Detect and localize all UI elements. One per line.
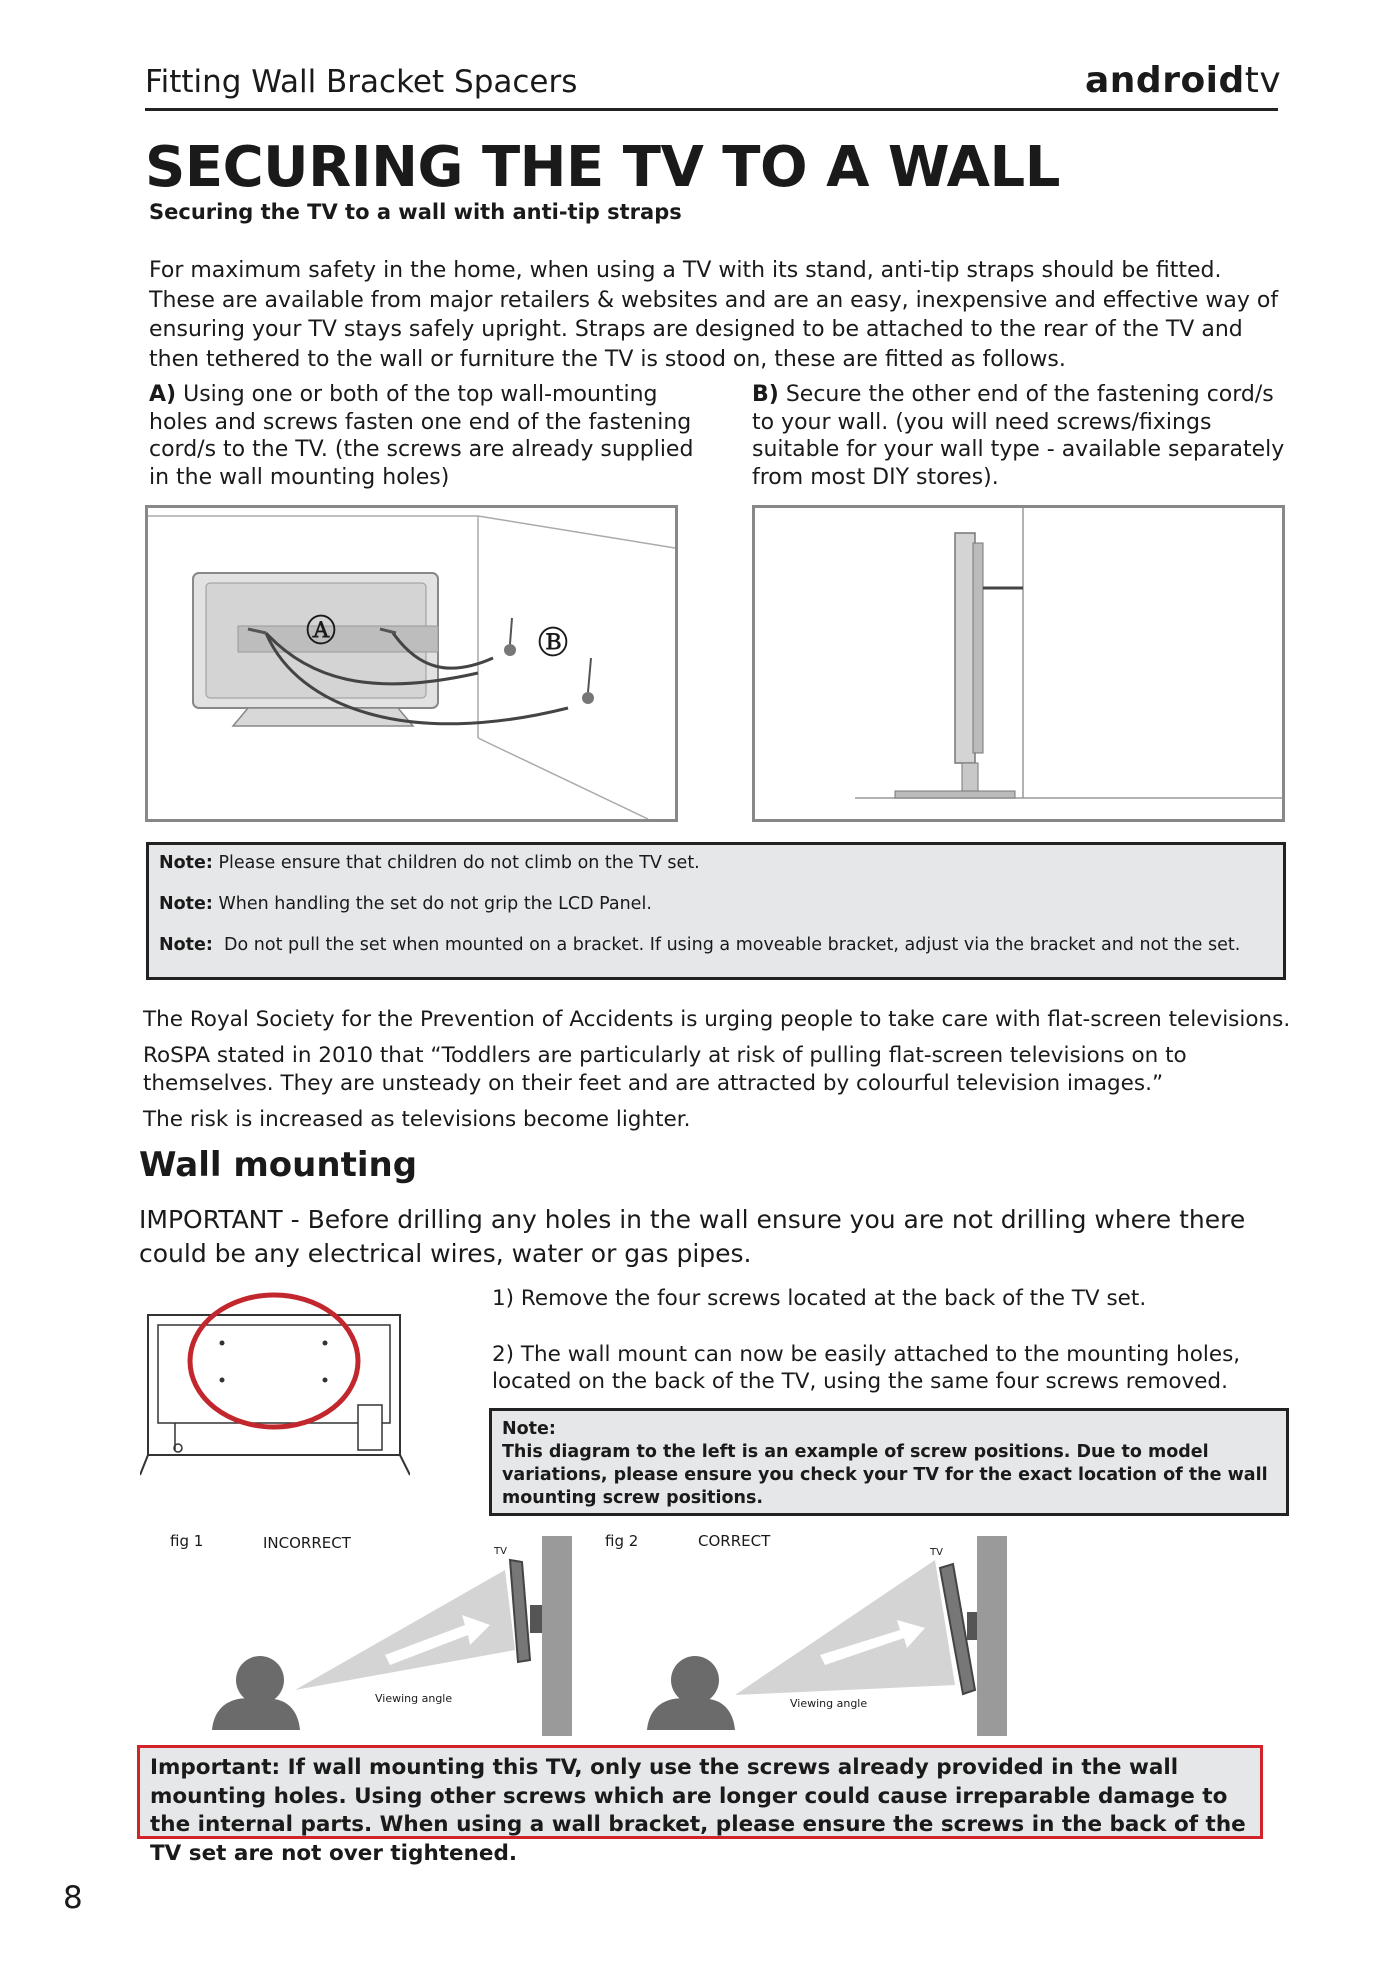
rospa-quote: RoSPA stated in 2010 that “Toddlers are particularly at risk of pulling flat-screen televisions on to themselves. They are unsteady on their feet and are attracted by colourful television images.” [143,1043,1187,1096]
logo-light-text: tv [1244,60,1282,101]
tv-side-view-illustration [755,508,1282,819]
note-label: Note: [159,853,213,873]
step-1-text: 1) Remove the four screws located at the back of the TV set. [492,1286,1147,1311]
note-text: Do not pull the set when mounted on a bracket. If using a moveable bracket, adjust via the bracket and not the set. [212,935,1241,955]
fig-2-viewing-angle: Viewing angle [790,1697,868,1710]
fig-1-tv-label: TV [494,1546,507,1557]
rospa-line-3: The risk is increased as televisions become lighter. [143,1107,691,1132]
step-b-label: B) [752,382,779,407]
note-label: Note: [159,935,213,955]
note-text: When handling the set do not grip the LCD Panel. [212,894,652,914]
note-label: Note: [502,1419,556,1439]
tv-rear-strap-illustration [148,508,675,819]
step-2-text: 2) The wall mount can now be easily attached to the mounting holes, located on the back of the TV, using the same four screws removed. [492,1342,1241,1394]
marker-a-label: Ⓐ [306,614,336,649]
wall-mounting-heading: Wall mounting [139,1145,418,1185]
incorrect-viewing-angle-diagram [200,1530,600,1740]
intro-paragraph: For maximum safety in the home, when using a TV with its stand, anti-tip straps should be fitted. These are available from major retailers & websites and are an easy, inexpensive and effective way of ensuring your TV stays safely upright. Straps are designed to be attached to the rear of the TV and then tethered to the wall or furniture the TV is stood on, these are fitted as follows. [149,258,1279,372]
android-tv-logo [1085,60,1281,101]
tv-side-view-figure [752,505,1285,822]
drilling-warning: IMPORTANT - Before drilling any holes in the wall ensure you are not drilling where there could be any electrical wires, water or gas pipes. [139,1205,1246,1268]
page-title: SECURING THE TV TO A WALL [145,135,1060,200]
fig-2-label: fig 2 [605,1532,639,1550]
step-a-body: Using one or both of the top wall-mounting holes and screws fasten one end of the fastening cord/s to the TV. (the screws are already supplied in the wall mounting holes) [149,382,694,490]
note-text: This diagram to the left is an example of screw positions. Due to model variations, please ensure you check your TV for the exact location of the wall mounting screw positions. [502,1442,1268,1508]
note-lcd-panel [159,894,1273,914]
fig-1-caption: INCORRECT [263,1534,351,1552]
rospa-line-1: The Royal Society for the Prevention of Accidents is urging people to take care with flat-screen televisions. [143,1007,1291,1032]
step-b-body: Secure the other end of the fastening cord/s to your wall. (you will need screws/fixings suitable for your wall type - available separately from most DIY stores). [752,382,1285,490]
note-text: Please ensure that children do not climb on the TV set. [212,853,700,873]
screw-position-note [489,1408,1289,1516]
header-divider [145,108,1278,111]
note-label: Note: [159,894,213,914]
fig-2-tv-label: TV [930,1547,943,1558]
marker-b-label: Ⓑ [538,626,568,661]
note-bracket [159,935,1273,955]
fig-1-viewing-angle: Viewing angle [375,1692,453,1705]
step-b-text [752,381,1302,491]
step-a-text [149,381,709,491]
fig-2-caption: CORRECT [698,1532,771,1550]
page-section-title: Fitting Wall Bracket Spacers [145,64,578,100]
step-a-label: A) [149,382,177,407]
anti-tip-strap-figure [145,505,678,822]
logo-bold-text: android [1085,60,1245,101]
tv-rear-screw-diagram [140,1285,410,1485]
note-children [159,853,1273,873]
safety-notes-box [146,842,1286,980]
section-subheading: Securing the TV to a wall with anti-tip straps [149,200,682,224]
page-number: 8 [63,1880,83,1916]
screw-warning-box: Important: If wall mounting this TV, only use the screws already provided in the wall mounting holes. Using other screws which are longer could cause irreparable damage to the internal parts. When using a wall bracket, please ensure the screws in the back of the TV set are not over tightened. [137,1745,1263,1839]
fig-1-label: fig 1 [170,1532,204,1550]
